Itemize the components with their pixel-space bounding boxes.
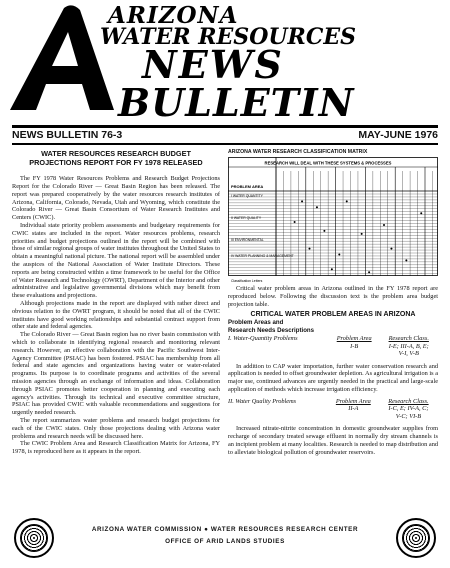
research-class-value: I-E; III-A, B, E;: [388, 342, 429, 350]
issue-date: MAY-JUNE 1976: [358, 129, 438, 141]
problem-paragraph: Increased nitrate-nitrite concentration in domestic groundwater supplies from recharge of secondary treated sewage effluent in normally dry stream channels is an incipient problem at many localities. Research is needed to map distribution and to alleviate biological pollution of groundwater reservoirs.: [228, 425, 438, 456]
matrix-mark: [405, 259, 407, 261]
matrix-mark: [390, 248, 392, 250]
research-class-header: Research Class.: [388, 335, 429, 343]
problem-area-header: Problem Area: [335, 397, 371, 405]
research-class-value-cont: V-I, V-B: [398, 350, 419, 358]
article-paragraph: Although projections made in the report are displayed with rather direct and obvious relation to the OWRT program, it should be noted that all of the CWIC institutes have good working relationships and substantial contract support from other state and federal agencies.: [12, 299, 220, 331]
headline-line-2: PROJECTIONS REPORT FOR FY 1978 RELEASED: [29, 158, 203, 168]
problem-area-header: Problem Area: [336, 335, 372, 343]
matrix-mark: [346, 200, 348, 202]
university-seal: [396, 518, 436, 558]
article-paragraph: Individual state priority problem assessments and budgetary requirements for CWIC states are included in the report. Water resources problems, research priorities and budget projections outlined in the report will be combined with those of similar regional groups of water institutes throughout the United States to obtain a meaningful national picture. The national report will be assembled under the auspices of the National Association of Water Institute Directors. These reports are being constructed within a time framework to be useful for the Office of Water Research and Technology (OWRT), Department of the Interior and other administrative and legislative governmental divisions which may benefit from these evaluations and projections.: [12, 222, 220, 300]
header-rule-bottom: [12, 143, 438, 145]
right-body: [228, 285, 438, 457]
matrix-section-4: IV WATER PLANNING & MANAGEMENT: [231, 254, 294, 258]
masthead-line-bulletin: BULLETIN: [118, 80, 355, 125]
problem-area-value: I-B: [350, 342, 359, 350]
article-body: [12, 175, 220, 456]
matrix-mark: [331, 268, 333, 270]
matrix-mark: [323, 230, 325, 232]
article-headline: [12, 149, 220, 167]
matrix-intro: Critical water problem areas in Arizona outlined in the FY 1978 report are reproduced below. Following the discussion text is the problem area budget projection table.: [228, 285, 438, 308]
matrix-mark: [301, 200, 303, 202]
footer-publishers: ARIZONA WATER COMMISSION ● WATER RESOURCES RESEARCH CENTER: [91, 526, 359, 533]
problem-table-1: [228, 335, 438, 358]
classification-matrix: [228, 157, 438, 285]
matrix-mark: [309, 248, 311, 250]
masthead-line-news: NEWS: [142, 42, 284, 87]
matrix-section-3: III ENVIRONMENTAL: [231, 238, 264, 242]
sub-heading-2: Research Needs Descriptions: [228, 326, 315, 334]
article-paragraph: The FY 1978 Water Resources Problems and Research Budget Projections Report for the Colorado River — Great Basin Region has been released. The report was prepared cooperatively by the water resources research institutes of Arizona, California, Colorado, Nevada, Utah and Wyoming, which constitute the Colorado River — Great Basin Consortium of Water Research Institutes and Centers (CWIC).: [12, 175, 220, 222]
matrix-mark: [420, 212, 422, 214]
problem-area-value: II-A: [348, 405, 359, 413]
matrix-top-label: RESEARCH WILL DEAL WITH THESE SYSTEMS & PROCESSES: [264, 160, 392, 166]
matrix-grid: [228, 157, 438, 285]
problem-paragraph: In addition to CAP water importation, further water conservation research and application is needed to offset groundwater depletion. As agricultural irrigation is a major use, continued advances are urgently needed in the practical and large-scale application of methods which increase irrigation efficiency.: [228, 362, 438, 394]
matrix-section-1: I WATER QUANTITY: [231, 194, 263, 198]
left-column: [12, 149, 220, 456]
headline-line-1: WATER RESOURCES RESEARCH BUDGET: [41, 149, 191, 158]
problem-name: I. Water-Quantity Problems: [228, 335, 298, 343]
article-paragraph: The Colorado River — Great Basin region has no river basin commission with which to collaborate in identifying regional research and monitoring relevant research. However, an effective collaboration with the Pacific Southwest Inter-Agency Committee (PSIAC) has been fostered. PSIAC has membership from all federal and state agencies and organizations having water or water-related programs. Its purpose is to coordinate programs and activities of the several mission agencies through an exchange of information and ideas. Collaboration through PSIAC promotes better cooperation in planning and executing each agency's activities. Through its technical and executive committee structure, PSIAC has provided CWIC with valuable recommendations and suggestions for urgently needed research.: [12, 331, 220, 417]
matrix-mark: [294, 221, 296, 223]
sub-heading-1: Problem Areas and: [228, 319, 284, 327]
footer-office: OFFICE OF ARID LANDS STUDIES: [165, 538, 285, 545]
research-class-header: Research Class.: [388, 397, 429, 405]
section-heading: CRITICAL WATER PROBLEM AREAS IN ARIZONA: [250, 311, 416, 319]
research-class-value: I-C, E; IV-A, C;: [388, 405, 429, 413]
article-paragraph: The CWIC Problem Area and Research Classification Matrix for Arizona, FY 1978, is reproduced here as it appears in the report.: [12, 440, 220, 456]
article-paragraph: The report summarizes water problems and research budget projections for each of the CWIC states. Only those projections dealing with Arizona water problems and research needs will be discussed here.: [12, 416, 220, 440]
matrix-legend: Classification Letters: [231, 279, 263, 283]
right-column: [228, 149, 438, 457]
matrix-mark: [368, 271, 370, 273]
matrix-mark: [316, 206, 318, 208]
matrix-mark: [338, 254, 340, 256]
matrix-section-2: II WATER QUALITY: [231, 216, 262, 220]
research-class-value-cont: V-C; VI-B: [395, 412, 422, 420]
matrix-title: ARIZONA WATER RESEARCH CLASSIFICATION MATRIX: [228, 149, 368, 155]
issue-row: [12, 128, 438, 143]
matrix-left-label: PROBLEM AREA: [231, 184, 264, 189]
masthead-line-arizona: ARIZONA: [108, 2, 239, 29]
masthead-line-water-resources: WATER RESOURCES: [100, 24, 356, 50]
arizona-water-commission-seal: [14, 518, 54, 558]
matrix-mark: [361, 233, 363, 235]
matrix-mark: [383, 224, 385, 226]
problem-table-2: [228, 398, 438, 421]
problem-name: II. Water Quality Problems: [228, 397, 297, 405]
issue-number: NEWS BULLETIN 76-3: [12, 129, 123, 141]
